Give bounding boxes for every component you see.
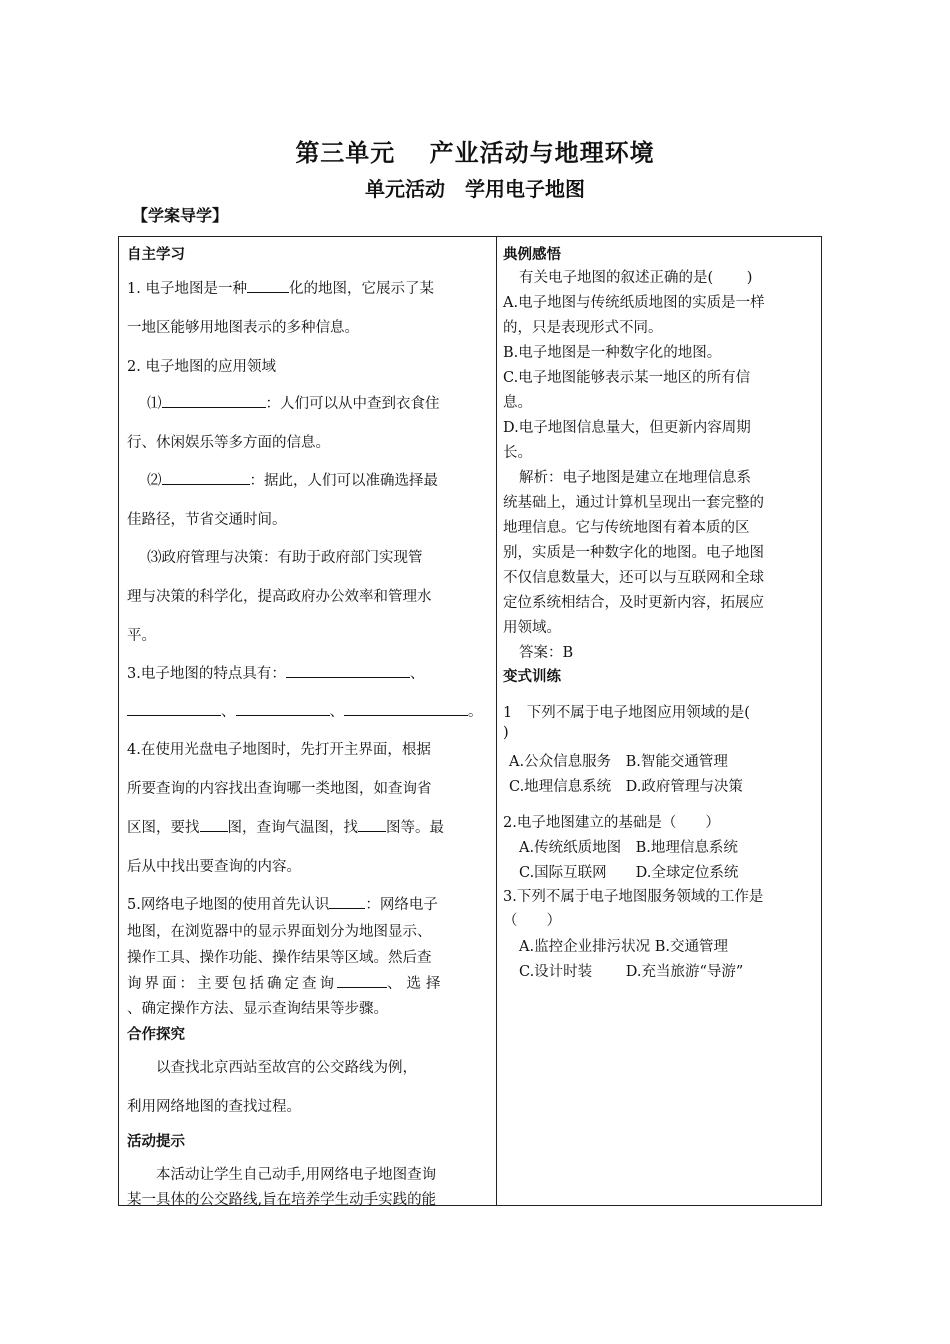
q4-blank-2[interactable] [358, 818, 386, 832]
tishi-line1: 本活动让学生自己动手,用网络电子地图查询 [156, 1167, 437, 1183]
example-option-d-line2: 长。 [503, 445, 532, 461]
q4-line3 [127, 816, 491, 837]
q3-sep-1: 、 [409, 666, 425, 682]
q2-3-line1: ⑶政府管理与决策：有助于政府部门实现管 [147, 550, 423, 566]
column-divider [496, 237, 497, 1205]
q1-blank[interactable] [247, 279, 289, 293]
q4-line2: 所要查询的内容找出查询哪一类地图，如查询省 [127, 781, 432, 797]
t1-line2: ) [503, 725, 509, 741]
q2-2-blank[interactable] [162, 471, 250, 485]
q5-line5: 、确定操作方法、显示查询结果等步骤。 [127, 1001, 388, 1017]
q3-blank-1[interactable] [286, 664, 410, 678]
q1-line2: 一地区能够用地图表示的多种信息。 [127, 320, 359, 336]
bianshi-heading: 变式训练 [503, 669, 561, 685]
dianli-heading: 典例感悟 [503, 247, 561, 263]
example-stem: 有关电子地图的叙述正确的是( ) [519, 270, 753, 286]
q2-2-line2: 佳路径，节省交通时间。 [127, 512, 287, 528]
analysis-line2: 统基础上，通过计算机呈现出一套完整的 [503, 495, 764, 511]
q5-text-b: ：网络电子 [365, 897, 438, 913]
study-table [118, 236, 822, 1206]
q3-sep-2: 、 [221, 704, 236, 720]
answer-text: 答案：B [519, 645, 574, 661]
q3-line2 [127, 700, 491, 721]
q5-line4 [127, 972, 491, 993]
zizhu-heading: 自主学习 [127, 247, 185, 263]
q4-text-c: 图等。最 [386, 820, 444, 836]
t3-line1: 3.下列不属于电子地图服务领域的工作是 [503, 889, 764, 905]
example-option-a-line1: A.电子地图与传统纸质地图的实质是一样 [503, 295, 765, 311]
q2-1-text: ：人们可以从中查到衣食住 [265, 396, 440, 412]
q4-blank-1[interactable] [200, 818, 228, 832]
q4-text-b: 图，查询气温图，找 [227, 820, 358, 836]
hezuo-line1: 以查找北京西站至故宫的公交路线为例， [156, 1060, 417, 1076]
hezuo-line2: 利用网络地图的查找过程。 [127, 1099, 301, 1115]
q2-2-text: ：据此，人们可以准确选择最 [249, 473, 438, 489]
q3-blank-3[interactable] [236, 702, 330, 716]
q5-blank-2[interactable] [337, 974, 387, 988]
q1-text-a: 1. 电子地图是一种 [127, 281, 247, 297]
q5-line1 [127, 893, 491, 914]
q5-line2: 地图，在浏览器中的显示界面划分为地图显示、 [127, 924, 432, 940]
q4-line4: 后从中找出要查询的内容。 [127, 859, 301, 875]
analysis-line3: 地理信息。它与传统地图有着本质的区 [503, 520, 750, 536]
t3-options-ab: A.监控企业排污状况 B.交通管理 [519, 939, 728, 955]
q1-text-b: 化的地图，它展示了某 [288, 281, 434, 297]
t2-options-ab: A.传统纸质地图 B.地理信息系统 [519, 840, 738, 856]
q3-blank-4[interactable] [344, 702, 468, 716]
q2-3-line2: 理与决策的科学化，提高政府办公效率和管理水 [127, 589, 432, 605]
q2-1-line2: 行、休闲娱乐等多方面的信息。 [127, 435, 330, 451]
q2-1-line1 [127, 392, 491, 413]
t2-stem: 2.电子地图建立的基础是（ ） [503, 815, 720, 831]
q2-2-line1 [127, 469, 491, 490]
t2-options-cd: C.国际互联网 D.全球定位系统 [519, 865, 739, 881]
q3-sep-3: 、 [329, 704, 344, 720]
q2-heading: 2. 电子地图的应用领域 [127, 359, 276, 375]
q5-line3: 操作工具、操作功能、操作结果等区域。然后查 [127, 950, 432, 966]
analysis-line5: 不仅信息数量大，还可以与互联网和全球 [503, 570, 764, 586]
page-title: 第三单元 产业活动与地理环境 [295, 139, 655, 167]
analysis-line6: 定位系统相结合，及时更新内容，拓展应 [503, 595, 764, 611]
q3-text: 3.电子地图的特点具有： [127, 666, 286, 682]
example-option-b: B.电子地图是一种数字化的地图。 [503, 345, 722, 361]
hezuo-heading: 合作探究 [127, 1027, 185, 1043]
q4-text-a: 区图，要找 [127, 820, 200, 836]
analysis-line1: 解析：电子地图是建立在地理信息系 [519, 470, 751, 486]
q2-3-line3: 平。 [127, 628, 156, 644]
example-option-c-line1: C.电子地图能够表示某一地区的所有信 [503, 370, 751, 386]
q3-line1 [127, 662, 491, 683]
page-subtitle: 单元活动 学用电子地图 [365, 177, 585, 201]
t1-line1: 1 下列不属于电子地图应用领域的是( [503, 705, 750, 721]
analysis-line7: 用领域。 [503, 620, 561, 636]
tishi-line2: 某一具体的公交路线,旨在培养学生动手实践的能 [127, 1192, 437, 1208]
q5-text-d: 、选择 [387, 976, 446, 992]
analysis-line4: 别，实质是一种数字化的地图。电子地图 [503, 545, 764, 561]
q2-1-marker: ⑴ [147, 396, 162, 412]
section-label: 【学案导学】 [132, 206, 229, 225]
example-option-c-line2: 息。 [503, 395, 532, 411]
q5-text-a: 5.网络电子地图的使用首先认识 [127, 897, 330, 913]
t1-options-ab: A.公众信息服务 B.智能交通管理 [509, 754, 728, 770]
t1-options-cd: C.地理信息系统 D.政府管理与决策 [509, 779, 743, 795]
q5-text-c: 询界面：主要包括确定查询 [127, 976, 337, 992]
q3-end: 。 [468, 704, 483, 720]
tishi-heading: 活动提示 [127, 1134, 185, 1150]
q1-line1 [127, 277, 491, 298]
q5-blank-1[interactable] [329, 895, 365, 909]
q2-1-blank[interactable] [162, 394, 266, 408]
q2-2-marker: ⑵ [147, 473, 162, 489]
q3-blank-2[interactable] [127, 702, 221, 716]
q4-line1: 4.在使用光盘电子地图时，先打开主界面，根据 [127, 742, 431, 758]
example-option-a-line2: 的，只是表现形式不同。 [503, 320, 663, 336]
example-option-d-line1: D.电子地图信息量大，但更新内容周期 [503, 420, 751, 436]
t3-line2: （ ） [503, 913, 561, 929]
t3-options-cd: C.设计时装 D.充当旅游“导游” [519, 964, 744, 980]
